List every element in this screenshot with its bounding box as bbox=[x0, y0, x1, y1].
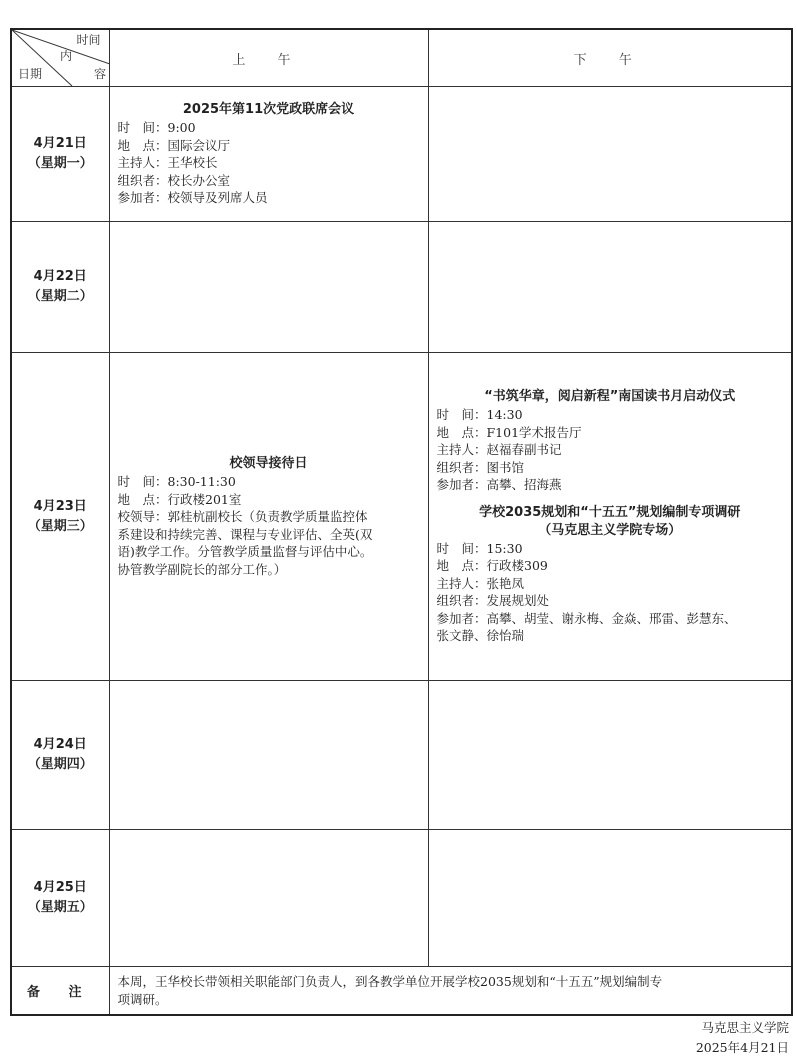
date-label: 4月25日 bbox=[33, 880, 87, 895]
morning-cell bbox=[109, 353, 428, 681]
day-row bbox=[11, 681, 792, 830]
weekday-label: （星期五） bbox=[27, 900, 93, 915]
footer-date: 2025年4月21日 bbox=[695, 1040, 789, 1055]
notes-label: 备 注 bbox=[11, 967, 109, 1016]
afternoon-cell bbox=[428, 222, 792, 353]
day-row bbox=[11, 87, 792, 222]
event-place: 地 点：F101学术报告厅 bbox=[436, 424, 582, 440]
event-attendees: 参加者：高攀、胡莹、谢永梅、金焱、邢雷、彭慧东、 bbox=[436, 610, 737, 626]
event-place: 地 点：行政楼201室 bbox=[117, 491, 242, 507]
event-place: 地 点：国际会议厅 bbox=[117, 137, 231, 153]
day-row bbox=[11, 353, 792, 681]
day-row bbox=[11, 222, 792, 353]
morning-header: 上 午 bbox=[109, 29, 428, 87]
diag-date-label: 日期 bbox=[18, 67, 43, 81]
event-organizer: 组织者：图书馆 bbox=[436, 459, 525, 475]
weekday-label: （星期二） bbox=[27, 289, 93, 304]
diag-time-label: 时间 bbox=[76, 33, 101, 47]
morning-cell bbox=[109, 222, 428, 353]
date-cell bbox=[11, 830, 109, 967]
weekday-label: （星期三） bbox=[27, 518, 93, 534]
event-leader-line: 语)教学工作。分管教学质量监督与评估中心。 bbox=[117, 544, 373, 559]
afternoon-header: 下 午 bbox=[428, 29, 792, 87]
event-leader-line: 系建设和持续完善、课程与专业评估、全英(双 bbox=[117, 526, 373, 542]
event-title: 校领导接待日 bbox=[229, 456, 308, 471]
date-label: 4月24日 bbox=[33, 737, 87, 752]
date-label: 4月21日 bbox=[33, 136, 87, 151]
date-cell bbox=[11, 87, 109, 222]
notes-row bbox=[11, 967, 792, 1016]
afternoon-cell bbox=[428, 353, 792, 681]
diag-content-label-2: 容 bbox=[94, 67, 107, 81]
morning-cell bbox=[109, 830, 428, 967]
event-organizer: 组织者：校长办公室 bbox=[117, 172, 231, 188]
schedule-table bbox=[10, 28, 793, 1016]
date-cell bbox=[11, 681, 109, 830]
event-attendees: 参加者：校领导及列席人员 bbox=[117, 190, 268, 206]
header-row bbox=[11, 29, 792, 87]
notes-text: 本周，王华校长带领相关职能部门负责人，到各教学单位开展学校2035规划和“十五五”规划编制专 bbox=[117, 974, 663, 989]
event-title: 2025年第11次党政联席会议 bbox=[182, 102, 355, 118]
event-time: 时 间：14:30 bbox=[436, 407, 523, 423]
date-cell bbox=[11, 353, 109, 681]
event-leader-line: 协管教学副院长的部分工作。） bbox=[117, 561, 287, 577]
event-place: 地 点：行政楼309 bbox=[436, 558, 548, 574]
notes-cell bbox=[109, 967, 792, 1016]
event-attendees: 参加者：高攀、招海燕 bbox=[436, 477, 562, 493]
footer-org: 马克思主义学院 bbox=[701, 1020, 789, 1035]
weekday-label: （星期四） bbox=[27, 757, 93, 772]
event-host: 主持人：赵福春副书记 bbox=[436, 442, 562, 458]
event-title: 学校2035规划和“十五五”规划编制专项调研 bbox=[479, 504, 741, 520]
event-time: 时 间：9:00 bbox=[117, 120, 196, 136]
event-host: 主持人：张艳凤 bbox=[436, 575, 525, 591]
date-cell bbox=[11, 222, 109, 353]
event-subtitle: （马克思主义学院专场） bbox=[538, 522, 682, 538]
day-row bbox=[11, 830, 792, 967]
morning-cell bbox=[109, 681, 428, 830]
morning-cell bbox=[109, 87, 428, 222]
afternoon-cell bbox=[428, 681, 792, 830]
afternoon-cell bbox=[428, 87, 792, 222]
event-time: 时 间：15:30 bbox=[436, 540, 523, 556]
weekday-label: （星期一） bbox=[27, 156, 93, 171]
date-label: 4月23日 bbox=[33, 498, 87, 514]
afternoon-cell bbox=[428, 830, 792, 967]
event-host: 主持人：王华校长 bbox=[117, 155, 218, 171]
diagonal-header-cell bbox=[11, 29, 109, 87]
notes-text-cont: 项调研。 bbox=[117, 991, 168, 1007]
event-leader-line: 校领导：郭桂杭副校长（负责教学质量监控体 bbox=[117, 509, 368, 524]
date-label: 4月22日 bbox=[33, 269, 87, 284]
event-time: 时 间：8:30-11:30 bbox=[117, 474, 236, 489]
diag-content-label-1: 内 bbox=[60, 49, 73, 63]
event-attendees-cont: 张文静、徐怡瑞 bbox=[436, 628, 525, 644]
event-organizer: 组织者：发展规划处 bbox=[436, 593, 550, 609]
event-title: “书筑华章，阅启新程”南国读书月启动仪式 bbox=[484, 389, 736, 405]
